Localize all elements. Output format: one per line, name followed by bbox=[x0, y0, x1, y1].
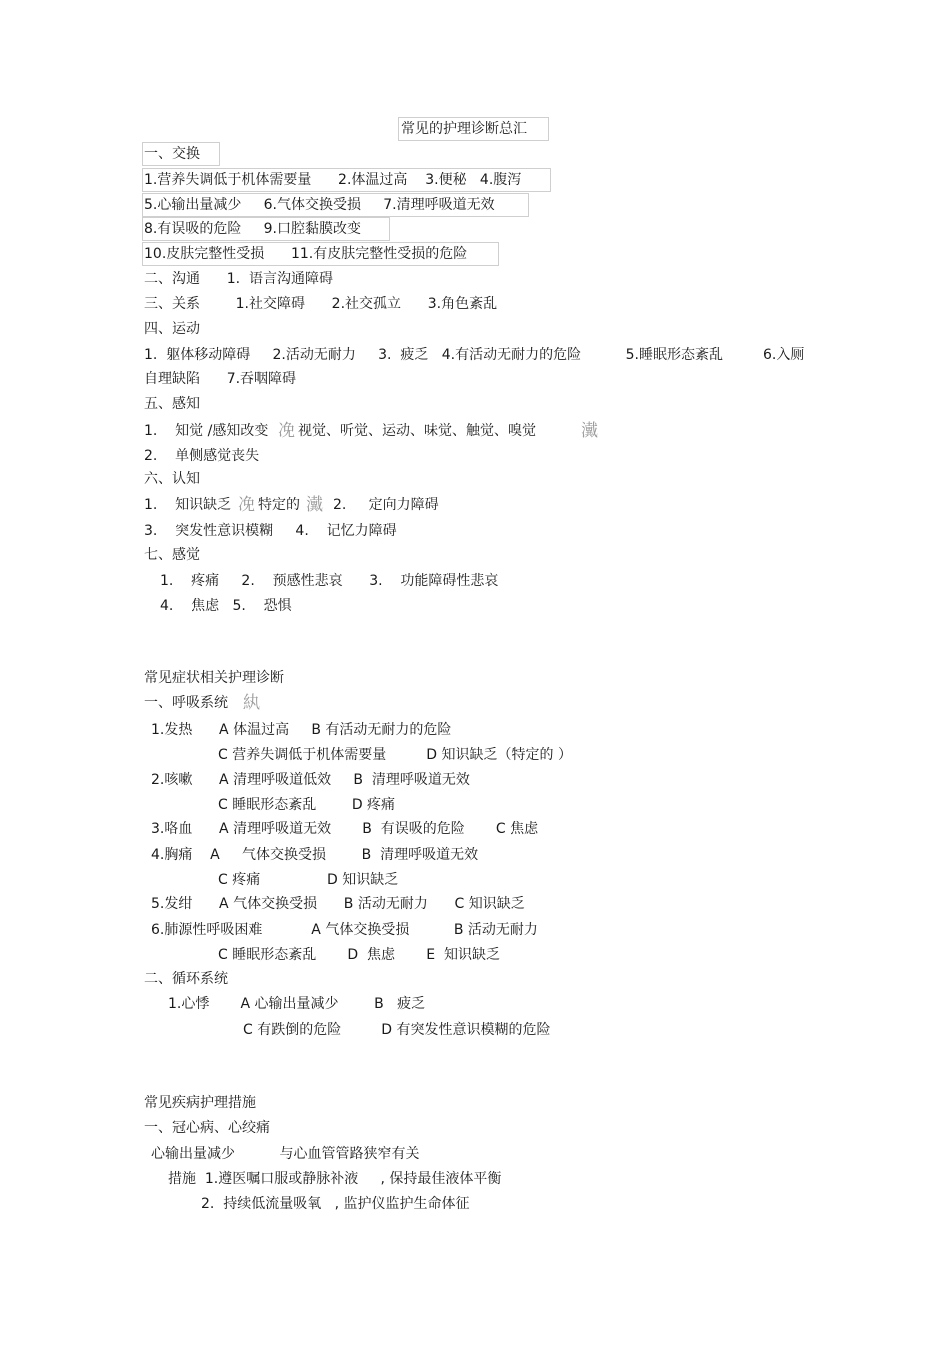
perception-line-1b: 视觉、听觉、运动、味觉、触觉、嗅觉 bbox=[298, 423, 536, 439]
chd-measure-1: 措施 1.遵医嘱口服或静脉补液 , 保持最佳液体平衡 bbox=[168, 1171, 502, 1187]
symptoms-title: 常见症状相关护理诊断 bbox=[144, 670, 284, 686]
perception-line-1a: 1. 知觉 /感知改变 bbox=[144, 423, 269, 439]
page-title: 常见的护理诊断总汇 bbox=[401, 121, 527, 137]
exchange-line-4: 10.皮肤完整性受损 11.有皮肤完整性受损的危险 bbox=[144, 246, 468, 262]
artifact-glyph-icon: 瀻 bbox=[306, 495, 323, 515]
exchange-line-3: 8.有误吸的危险 9.口腔黏膜改变 bbox=[144, 221, 361, 237]
section-heading-chd: 一、冠心病、心绞痛 bbox=[144, 1120, 270, 1136]
cognition-line-1c: 2. 定向力障碍 bbox=[333, 497, 439, 513]
section-heading-cognition: 六、认知 bbox=[144, 471, 200, 487]
section-heading-feeling: 七、感觉 bbox=[144, 547, 200, 563]
exchange-line-2: 5.心输出量减少 6.气体交换受损 7.清理呼吸道无效 bbox=[144, 197, 495, 213]
movement-line-2: 自理缺陷 7.吞咽障碍 bbox=[144, 371, 297, 387]
resp-fever-line-1: 1.发热 A 体温过高 B 有活动无耐力的危险 bbox=[151, 722, 452, 738]
artifact-glyph-icon: 凂 bbox=[238, 495, 255, 515]
artifact-glyph-icon: 瀻 bbox=[581, 421, 598, 441]
perception-line-2: 2. 单侧感觉丧失 bbox=[144, 448, 260, 464]
resp-hemoptysis-line: 3.咯血 A 清理呼吸道无效 B 有误吸的危险 C 焦虑 bbox=[151, 821, 539, 837]
artifact-glyph-icon: 凂 bbox=[278, 421, 295, 441]
chd-measure-2: 2. 持续低流量吸氧 , 监护仪监护生命体征 bbox=[201, 1196, 470, 1212]
section-heading-respiratory: 一、呼吸系统 bbox=[144, 695, 228, 711]
cognition-line-1b: 特定的 bbox=[258, 497, 300, 513]
exchange-line-1: 1.营养失调低于机体需要量 2.体温过高 3.便秘 4.腹泻 bbox=[144, 172, 522, 188]
circ-palpitation-line-1: 1.心悸 A 心输出量减少 B 疲乏 bbox=[168, 996, 426, 1012]
artifact-glyph-icon: 紈 bbox=[243, 693, 260, 713]
resp-chest-pain-line-1: 4.胸痛 A 气体交换受损 B 清理呼吸道无效 bbox=[151, 847, 479, 863]
circ-palpitation-line-2: C 有跌倒的危险 D 有突发性意识模糊的危险 bbox=[243, 1022, 551, 1038]
resp-dyspnea-line-1: 6.肺源性呼吸困难 A 气体交换受损 B 活动无耐力 bbox=[151, 922, 538, 938]
resp-cough-line-2: C 睡眠形态紊乱 D 疼痛 bbox=[218, 797, 396, 813]
feeling-line-2: 4. 焦虑 5. 恐惧 bbox=[160, 598, 292, 614]
resp-cyanosis-line: 5.发绀 A 气体交换受损 B 活动无耐力 C 知识缺乏 bbox=[151, 896, 525, 912]
section-heading-movement: 四、运动 bbox=[144, 321, 200, 337]
chd-diagnosis: 心输出量减少 与心血管管路狭窄有关 bbox=[151, 1146, 420, 1162]
section-communication: 二、沟通 1. 语言沟通障碍 bbox=[144, 271, 333, 287]
section-heading-circulatory: 二、循环系统 bbox=[144, 971, 228, 987]
cognition-line-2: 3. 突发性意识模糊 4. 记忆力障碍 bbox=[144, 523, 397, 539]
resp-dyspnea-line-2: C 睡眠形态紊乱 D 焦虑 E 知识缺乏 bbox=[218, 947, 500, 963]
feeling-line-1: 1. 疼痛 2. 预感性悲哀 3. 功能障碍性悲哀 bbox=[160, 573, 499, 589]
cognition-line-1a: 1. 知识缺乏 bbox=[144, 497, 232, 513]
section-heading-exchange: 一、交换 bbox=[144, 146, 200, 162]
resp-fever-line-2: C 营养失调低于机体需要量 D 知识缺乏（特定的 ） bbox=[218, 747, 572, 763]
section-heading-perception: 五、感知 bbox=[144, 396, 200, 412]
movement-line-1: 1. 躯体移动障碍 2.活动无耐力 3. 疲乏 4.有活动无耐力的危险 5.睡眠形态紊乱 6.入厕 bbox=[144, 347, 805, 363]
resp-cough-line-1: 2.咳嗽 A 清理呼吸道低效 B 清理呼吸道无效 bbox=[151, 772, 470, 788]
disease-measures-title: 常见疾病护理措施 bbox=[144, 1095, 256, 1111]
section-relationship: 三、关系 1.社交障碍 2.社交孤立 3.角色紊乱 bbox=[144, 296, 498, 312]
resp-chest-pain-line-2: C 疼痛 D 知识缺乏 bbox=[218, 872, 399, 888]
